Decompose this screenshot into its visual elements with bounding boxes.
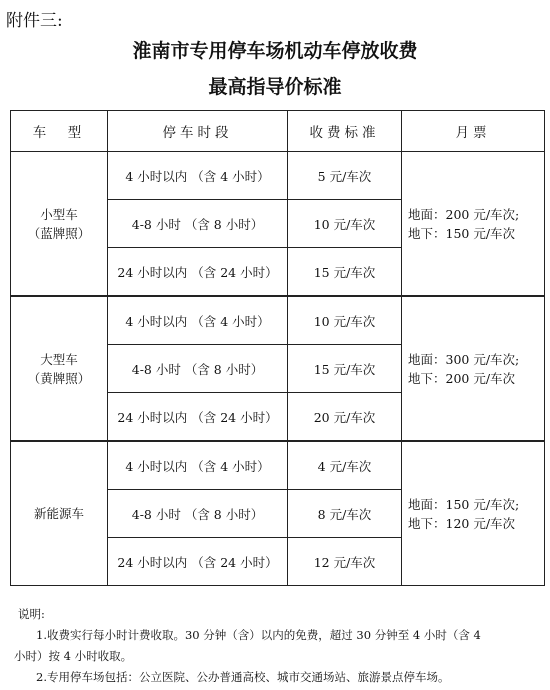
document-subtitle: 最高指导价标准 — [208, 76, 342, 98]
period-cell: 4 小时以内 （含 4 小时） — [108, 152, 288, 200]
fee-cell: 4 元/车次 — [288, 441, 402, 490]
period-cell: 24 小时以内 （含 24 小时） — [108, 393, 288, 442]
table-header-row — [11, 111, 545, 152]
header-fee-standard: 收费标准 — [288, 111, 402, 152]
category-new-energy-vehicle: 新能源车 — [11, 441, 108, 586]
note-2: 2.专用停车场包括：公立医院、公办普通高校、城市交通场站、旅游景点停车场。 — [36, 670, 450, 684]
category-large-vehicle: 大型车 （黄牌照） — [11, 296, 108, 441]
period-cell: 4 小时以内 （含 4 小时） — [108, 296, 288, 345]
fee-cell: 10 元/车次 — [288, 296, 402, 345]
monthly-ticket-small: 地面：200 元/车次; 地下：150 元/车次 — [402, 152, 545, 297]
fee-cell: 5 元/车次 — [288, 152, 402, 200]
period-cell: 24 小时以内 （含 24 小时） — [108, 248, 288, 297]
attachment-label: 附件三: — [6, 11, 63, 31]
header-vehicle-type: 车 型 — [11, 111, 108, 152]
fee-cell: 12 元/车次 — [288, 538, 402, 586]
notes-section — [0, 604, 550, 688]
fee-cell: 10 元/车次 — [288, 200, 402, 248]
table-row — [11, 441, 545, 490]
category-small-vehicle: 小型车 （蓝牌照） — [11, 152, 108, 297]
note-1-continued: 小时）按 4 小时收取。 — [14, 649, 133, 663]
fee-cell: 15 元/车次 — [288, 345, 402, 393]
period-cell: 4 小时以内 （含 4 小时） — [108, 441, 288, 490]
monthly-ticket-large: 地面：300 元/车次; 地下：200 元/车次 — [402, 296, 545, 441]
fee-cell: 20 元/车次 — [288, 393, 402, 442]
table-row — [11, 296, 545, 345]
fee-cell: 15 元/车次 — [288, 248, 402, 297]
monthly-ticket-new-energy: 地面：150 元/车次; 地下：120 元/车次 — [402, 441, 545, 586]
document-title: 淮南市专用停车场机动车停放收费 — [132, 40, 418, 62]
header-parking-period: 停车时段 — [108, 111, 288, 152]
period-cell: 4-8 小时 （含 8 小时） — [108, 490, 288, 538]
note-1: 1.收费实行每小时计费收取。30 分钟（含）以内的免费，超过 30 分钟至 4 小时（含 4 — [36, 628, 481, 642]
table-row — [11, 152, 545, 200]
period-cell: 4-8 小时 （含 8 小时） — [108, 345, 288, 393]
fee-cell: 8 元/车次 — [288, 490, 402, 538]
period-cell: 4-8 小时 （含 8 小时） — [108, 200, 288, 248]
header-monthly-ticket: 月票 — [402, 111, 545, 152]
notes-label: 说明: — [18, 607, 45, 621]
fee-table — [10, 110, 545, 586]
period-cell: 24 小时以内 （含 24 小时） — [108, 538, 288, 586]
